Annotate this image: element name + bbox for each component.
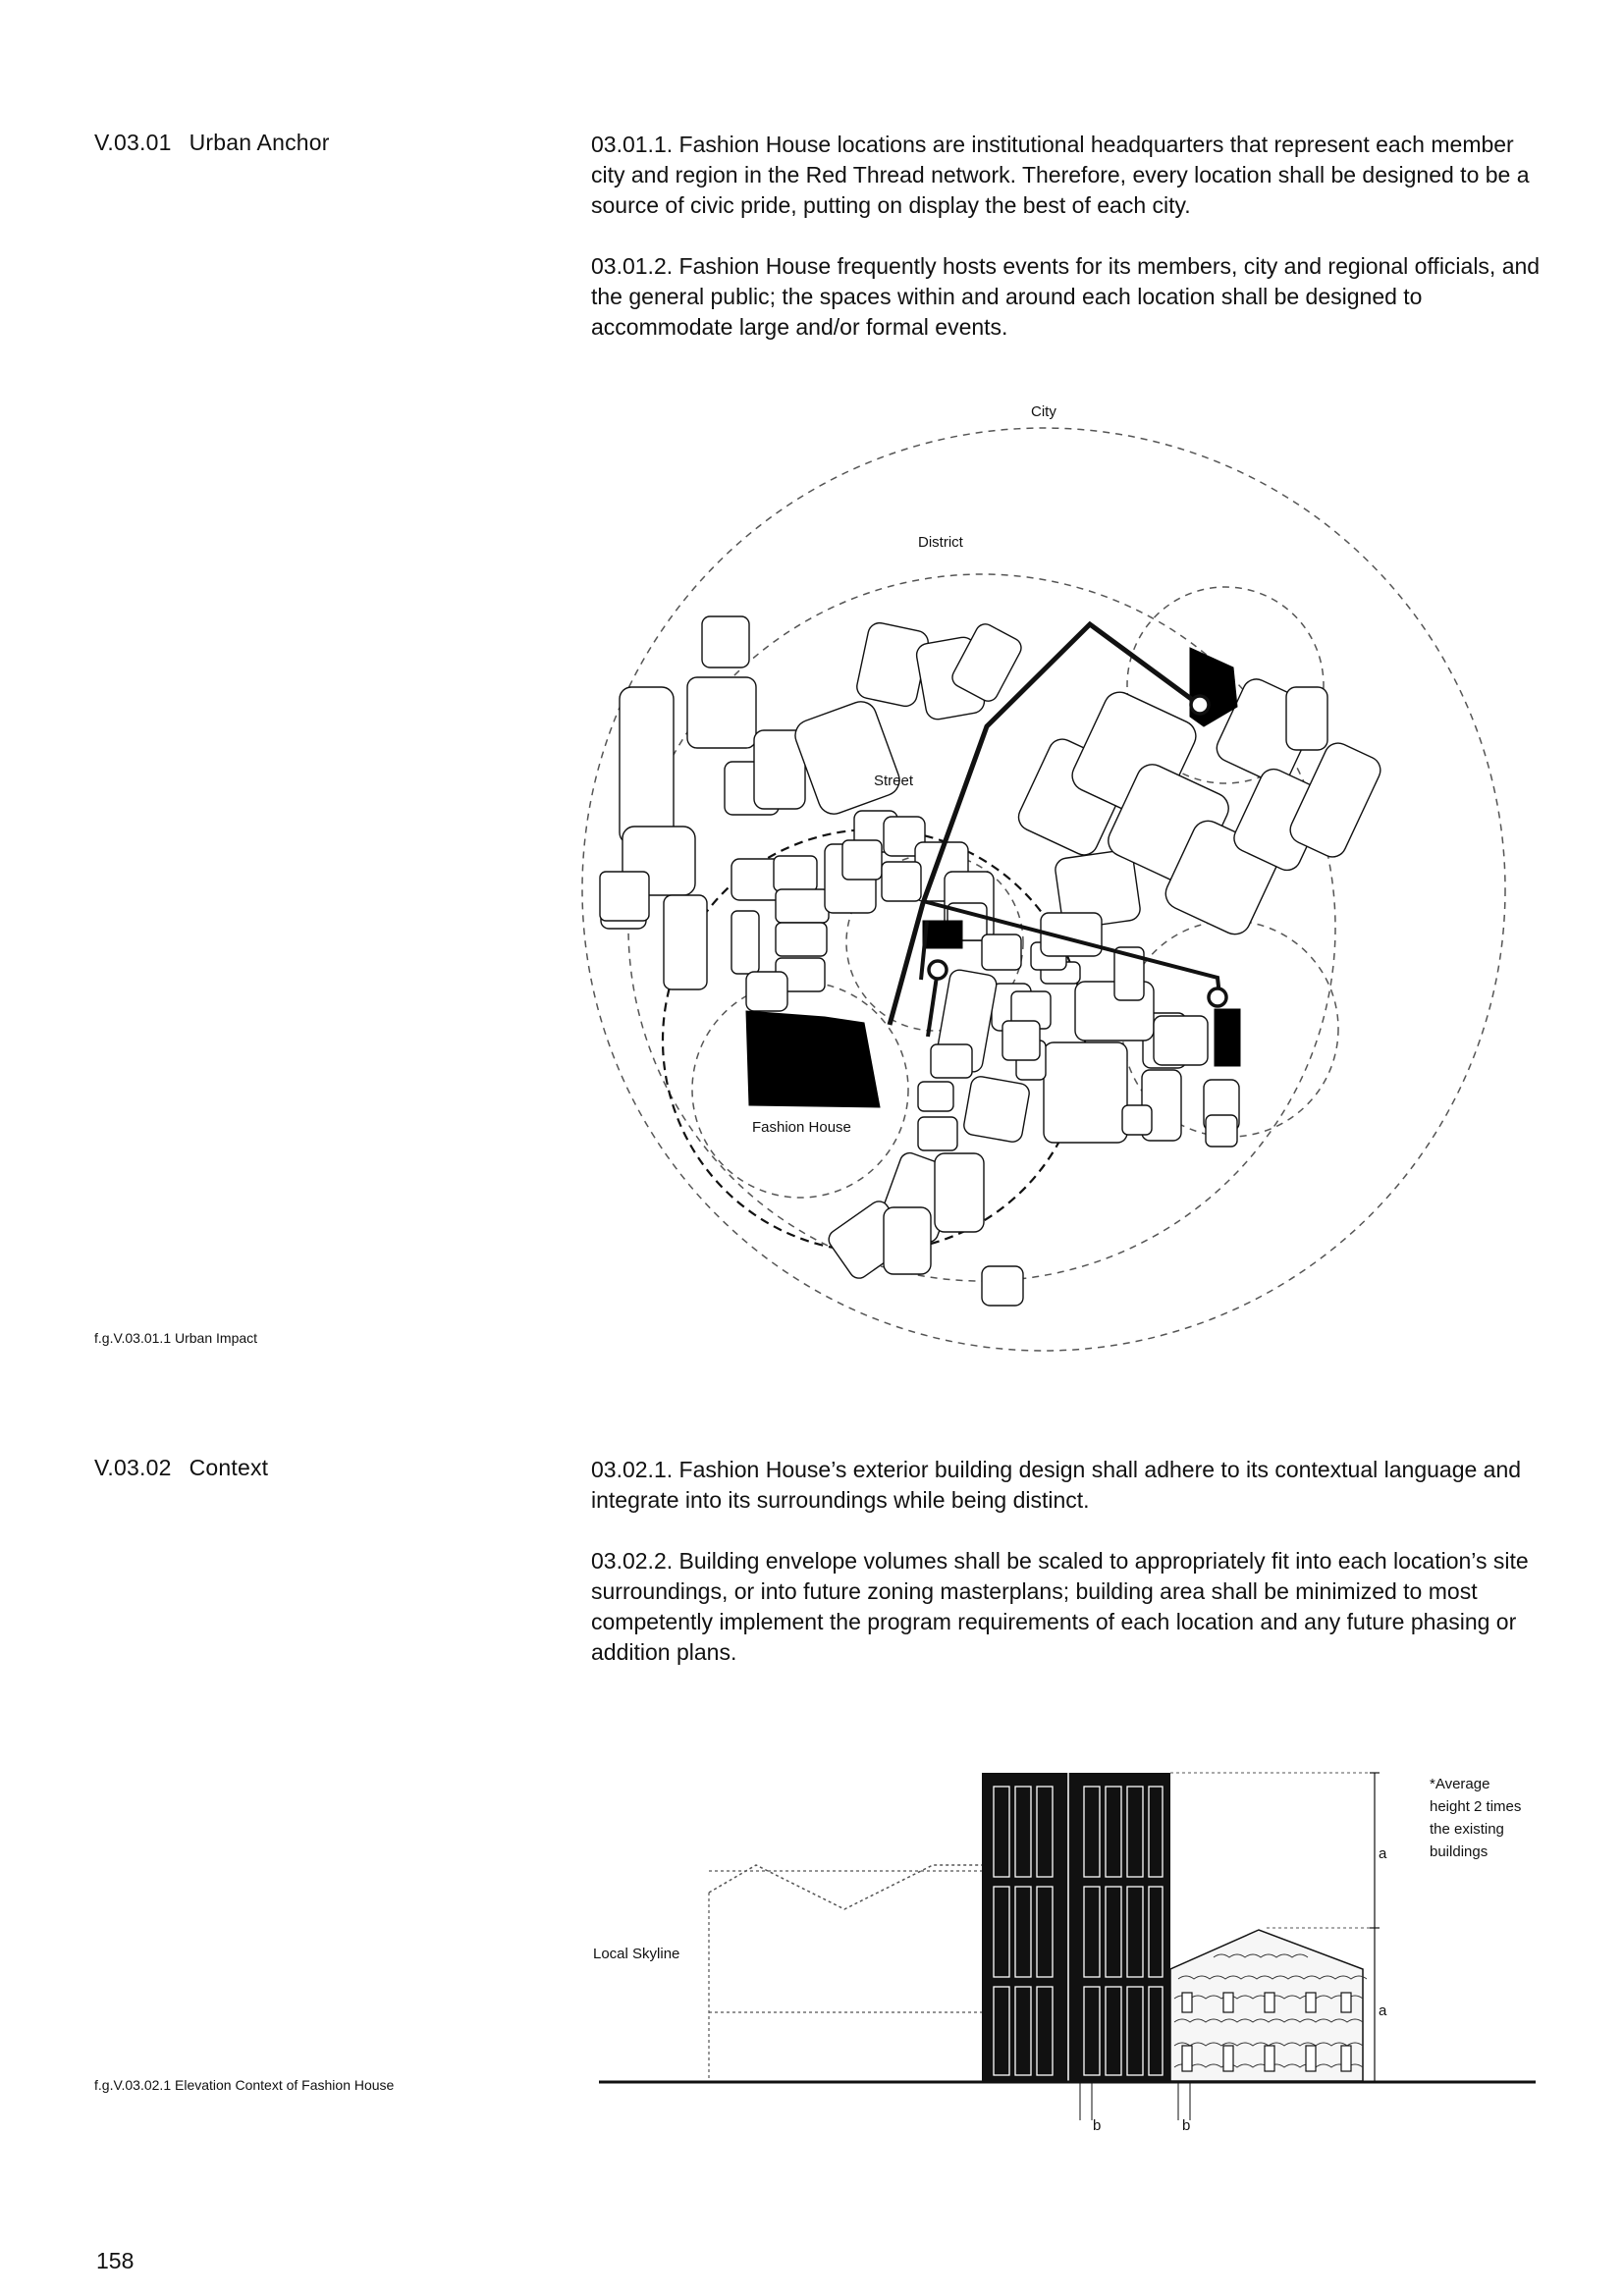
local-skyline-label: Local Skyline: [593, 1946, 680, 1962]
district-label: District: [918, 534, 963, 551]
section-title: Context: [189, 1455, 269, 1480]
section-title: Urban Anchor: [189, 130, 330, 155]
figure-caption-urban-impact: f.g.V.03.01.1 Urban Impact: [94, 1330, 258, 1346]
local-skyline-line: [709, 1865, 982, 1909]
route-node: [929, 961, 947, 979]
page-number: 158: [96, 2248, 135, 2273]
note-line: height 2 times: [1430, 1798, 1522, 1815]
city-label: City: [1031, 403, 1056, 420]
paragraph: 03.02.1. Fashion House’s exterior building design shall adhere to its contextual language and integrate into its surroundings while being distinct.: [591, 1457, 1522, 1513]
section-body-context: [591, 1455, 1553, 1698]
route-node: [1209, 988, 1226, 1006]
fashion-house-elevation: [982, 1773, 1170, 2081]
section-heading-context: [94, 1455, 268, 1481]
dimension-label-a: a: [1379, 1845, 1387, 1862]
route-node: [1191, 696, 1209, 714]
paragraph: 03.02.2. Building envelope volumes shall be scaled to appropriately fit into each location’s site surroundings, or into future zoning masterplans; building area shall be minimized to most competently implement the program requirements of each location and any future phasing or addition plans.: [591, 1548, 1529, 1665]
figure-caption-elevation-context: f.g.V.03.02.1 Elevation Context of Fashion House: [94, 2077, 395, 2093]
dimension-label-b: b: [1093, 2117, 1102, 2134]
street-label: Street: [874, 773, 914, 789]
note-line: *Average: [1430, 1776, 1490, 1792]
height-note: [1430, 1776, 1521, 1860]
dimension-label-b: b: [1182, 2117, 1191, 2134]
section-number: V.03.01: [94, 130, 172, 155]
paragraph: 03.01.1. Fashion House locations are institutional headquarters that represent each member city and region in the Red Thread network. Therefore, every location shall be designed to be a source of civic pride, putting on display the best of each city.: [591, 132, 1530, 218]
paragraph: 03.01.2. Fashion House frequently hosts events for its members, city and regional officials, and the general public; the spaces within and around each location shall be designed to accommodate large and/or formal events.: [591, 253, 1541, 340]
building: [923, 921, 962, 948]
dimension-label-a: a: [1379, 2002, 1387, 2019]
elevation-context-diagram: [0, 1747, 1624, 2199]
note-line: the existing: [1430, 1821, 1504, 1838]
city-circle: [582, 428, 1505, 1351]
fashion-house-label: Fashion House: [752, 1119, 851, 1136]
note-line: buildings: [1430, 1843, 1489, 1860]
fashion-house-building: [746, 1011, 880, 1107]
building: [1215, 1009, 1240, 1066]
section-number: V.03.02: [94, 1455, 172, 1480]
